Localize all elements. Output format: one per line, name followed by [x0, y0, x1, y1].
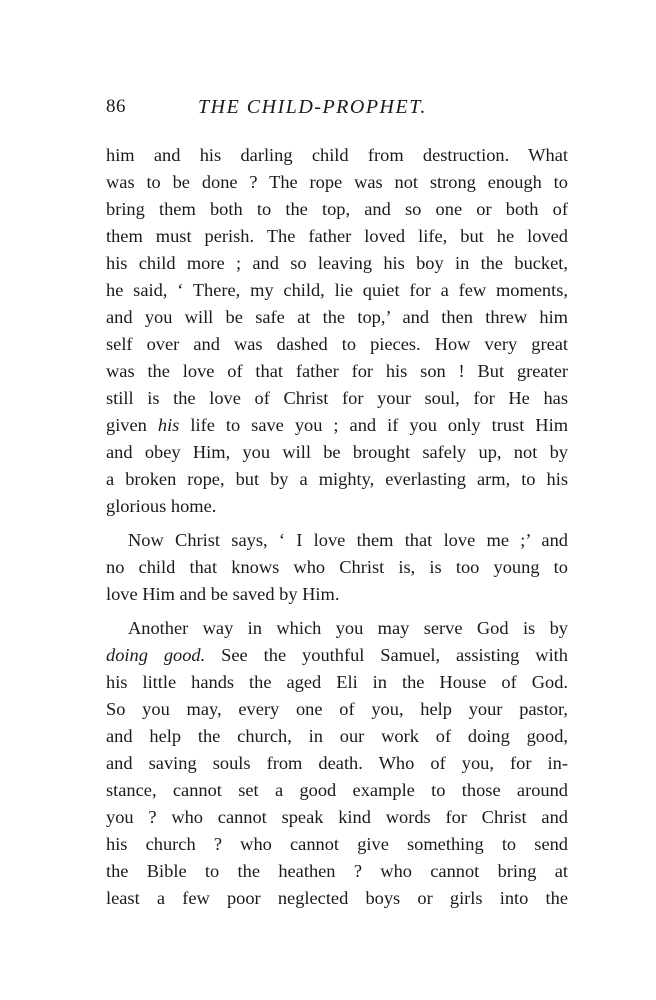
- text-fragment: See the youthful Samuel, assisting with: [205, 645, 568, 665]
- text-line: and saving souls from death. Who of you, for in-: [106, 753, 568, 773]
- text-line: his little hands the aged Eli in the House of God.: [106, 672, 568, 692]
- text-line: he said, ‘ There, my child, lie quiet for a few moments,: [106, 280, 568, 300]
- paragraph: [106, 615, 568, 912]
- text-line: So you may, every one of you, help your pastor,: [106, 699, 568, 719]
- text-line: was the love of that father for his son ! But greater: [106, 361, 568, 381]
- text-line: you ? who cannot speak kind words for Christ and: [106, 807, 568, 827]
- paragraph: [106, 527, 568, 608]
- text-line: no child that knows who Christ is, is too young to: [106, 557, 568, 577]
- text-line: the Bible to the heathen ? who cannot bring at: [106, 861, 568, 881]
- paragraph-gap: [106, 520, 568, 527]
- page-number: 86: [106, 96, 126, 117]
- text-line: him and his darling child from destruction. What: [106, 145, 568, 165]
- text-line: was to be done ? The rope was not strong enough to: [106, 172, 568, 192]
- text-line: glorious home.: [106, 496, 217, 516]
- text-line: bring them both to the top, and so one or both of: [106, 199, 568, 219]
- paragraph-gap: [106, 608, 568, 615]
- text-line: still is the love of Christ for your soul, for He has: [106, 388, 568, 408]
- text-line: them must perish. The father loved life, but he loved: [106, 226, 568, 246]
- emphasized-text: his: [157, 415, 180, 435]
- text-line: Another way in which you may serve God is by: [128, 618, 568, 638]
- text-line: [106, 642, 568, 669]
- text-line: [106, 412, 568, 439]
- text-line: love Him and be saved by Him.: [106, 584, 340, 604]
- paragraph: [106, 142, 568, 520]
- text-line: a broken rope, but by a mighty, everlasting arm, to his: [106, 469, 568, 489]
- body-text: [106, 142, 568, 912]
- text-line: his church ? who cannot give something to send: [106, 834, 568, 854]
- text-line: self over and was dashed to pieces. How very great: [106, 334, 568, 354]
- text-line: stance, cannot set a good example to those around: [106, 780, 568, 800]
- text-line: and you will be safe at the top,’ and then threw him: [106, 307, 568, 327]
- text-fragment: given: [106, 415, 158, 435]
- text-line: his child more ; and so leaving his boy in the bucket,: [106, 253, 568, 273]
- running-title: THE CHILD-PROPHET.: [198, 96, 427, 118]
- text-line: and help the church, in our work of doing good,: [106, 726, 568, 746]
- text-line: and obey Him, you will be brought safely up, not by: [106, 442, 568, 462]
- text-line: least a few poor neglected boys or girls into the: [106, 888, 568, 908]
- text-fragment: life to save you ; and if you only trust Him: [179, 415, 569, 435]
- emphasized-text: doing good.: [106, 645, 206, 665]
- running-head: [106, 96, 568, 126]
- text-line: Now Christ says, ‘ I love them that love me ;’ and: [128, 530, 568, 550]
